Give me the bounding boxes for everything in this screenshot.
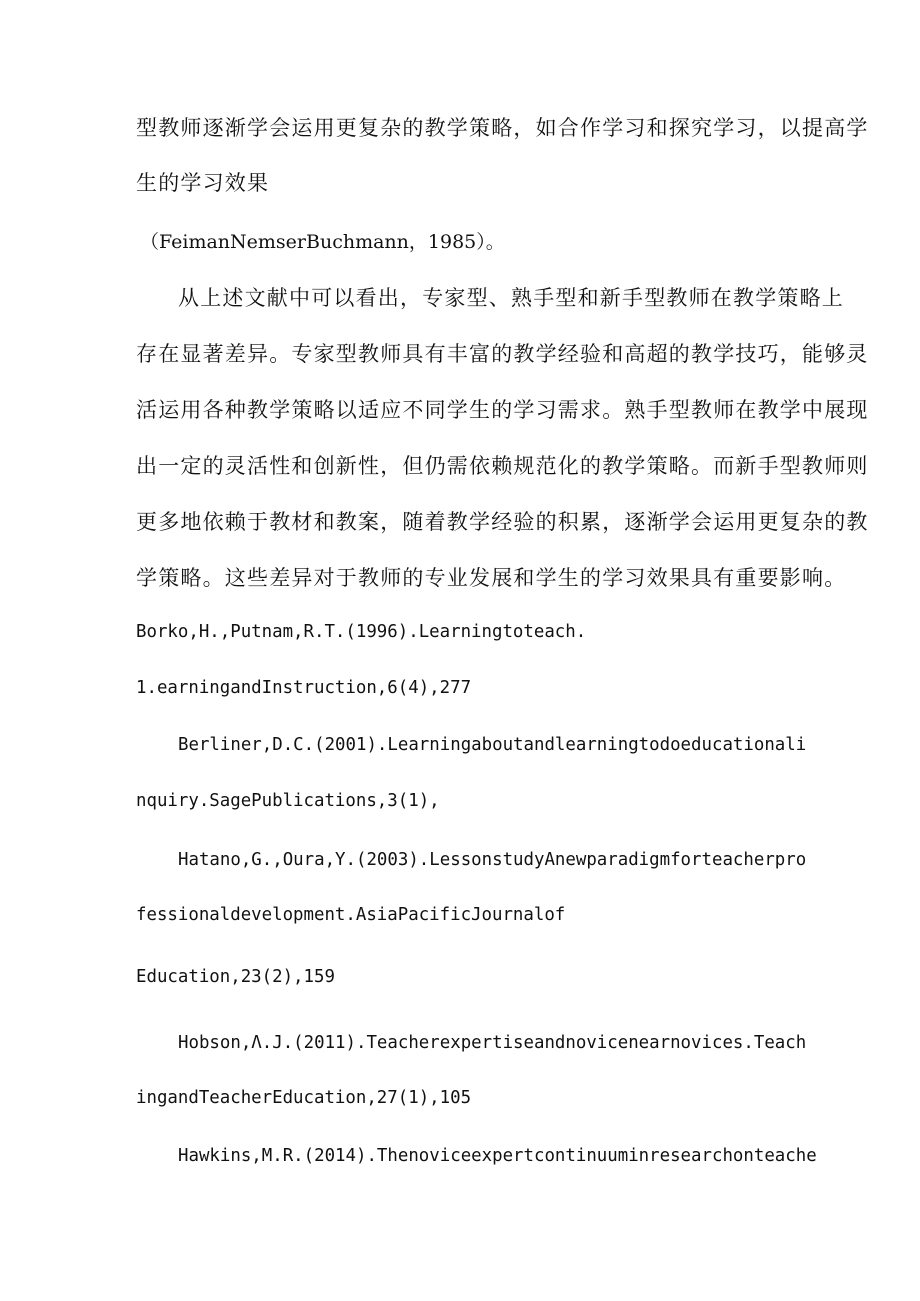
reference-hatano-line-2: fessionaldevelopment.AsiaPacificJournalof (136, 905, 566, 925)
reference-berliner-line-2: nquiry.SagePublications,3(1), (136, 791, 440, 811)
paragraph-2-line-1: 从上述文献中可以看出，专家型、熟手型和新手型教师在教学策略上 (178, 286, 844, 310)
paragraph-2-line-5: 更多地依赖于教材和教案，随着教学经验的积累，逐渐学会运用更复杂的教 (136, 510, 869, 534)
reference-borko-line-2: 1.earningandInstruction,6(4),277 (136, 678, 472, 698)
reference-hawkins-line-1: Hawkins,M.R.(2014).Thenoviceexpertcontinuuminresearchonteache (178, 1146, 817, 1166)
reference-hatano-line-3: Education,23(2),159 (136, 967, 335, 987)
reference-hatano-line-1: Hatano,G.,Oura,Y.(2003).LessonstudyAnewparadigmforteacherpro (178, 850, 807, 870)
paragraph-2-line-2: 存在显著差异。专家型教师具有丰富的教学经验和高超的教学技巧，能够灵 (136, 342, 869, 366)
paragraph-1-citation: （FeimanNemserBuchmann，1985）。 (140, 231, 505, 253)
paragraph-1-line-1: 型教师逐渐学会运用更复杂的教学策略，如合作学习和探究学习，以提高学 (136, 116, 869, 140)
reference-hobson-line-1: Hobson,Λ.J.(2011).Teacherexpertiseandnovicenearnovices.Teach (178, 1033, 807, 1053)
reference-berliner-line-1: Berliner,D.C.(2001).Learningaboutandlearningtodoeducationali (178, 735, 807, 755)
paragraph-2-line-4: 出一定的灵活性和创新性，但仍需依赖规范化的教学策略。而新手型教师则 (136, 454, 869, 478)
paragraph-2-line-6: 学策略。这些差异对于教师的专业发展和学生的学习效果具有重要影响。 (136, 566, 847, 590)
reference-borko-line-1: Borko,H.,Putnam,R.T.(1996).Learningtoteach. (136, 622, 587, 642)
reference-hobson-line-2: ingandTeacherEducation,27(1),105 (136, 1088, 472, 1108)
paragraph-2-line-3: 活运用各种教学策略以适应不同学生的学习需求。熟手型教师在教学中展现 (136, 398, 869, 422)
paragraph-1-line-2: 生的学习效果 (136, 171, 270, 195)
